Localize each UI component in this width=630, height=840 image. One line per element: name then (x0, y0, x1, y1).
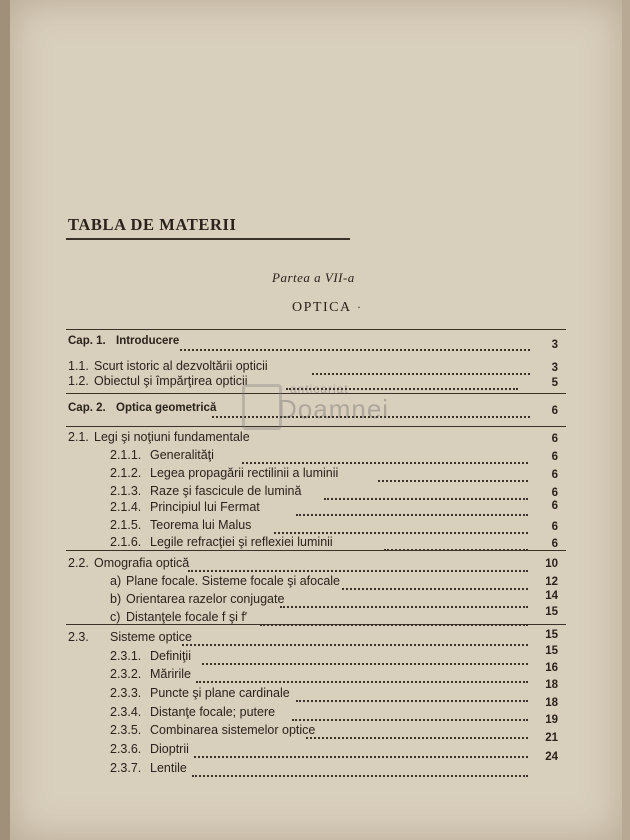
entry-label: Măririle (150, 667, 191, 681)
dot-leader (306, 723, 528, 739)
toc-entry (10, 335, 622, 353)
rule-after-chapter-2 (66, 426, 566, 427)
rule-top (66, 329, 566, 330)
entry-page: 5 (551, 377, 558, 389)
dot-leader (188, 556, 528, 572)
dot-leader (296, 686, 528, 702)
dot-leader (180, 335, 530, 351)
dot-leader (280, 592, 528, 608)
entry-number: 1.2. (68, 374, 89, 388)
dot-leader (292, 705, 528, 721)
toc-entry (10, 430, 622, 448)
title-underline (66, 238, 350, 240)
entry-page: 18 (545, 697, 558, 709)
dot-leader (182, 630, 528, 646)
entry-page: 6 (551, 469, 558, 481)
toc-entry (10, 606, 622, 628)
watermark-small-text: anticariat (290, 382, 349, 396)
dot-leader (196, 667, 528, 683)
entry-page: 6 (551, 405, 558, 417)
entry-page: 6 (551, 487, 558, 499)
entry-label: Raze şi fascicule de lumină (150, 484, 302, 498)
toc-entry (10, 662, 622, 685)
entry-label: Lentile (150, 761, 187, 775)
entry-page: 6 (551, 500, 558, 512)
toc-entry (10, 679, 622, 704)
dot-leader (212, 402, 530, 418)
toc-entry (10, 466, 622, 484)
entry-page: 6 (551, 538, 558, 550)
toc-entry (10, 697, 622, 723)
entry-number: 2.3.4. (110, 705, 142, 719)
toc-entry (10, 500, 622, 518)
dot-leader (192, 761, 528, 777)
entry-number: Cap. 2. (68, 402, 106, 414)
entry-number: 2.3. (68, 630, 89, 644)
entry-label: Omografia optică (94, 556, 190, 570)
entry-number: 2.1.6. (110, 535, 142, 549)
entry-page: 14 (545, 590, 558, 602)
entry-page: 3 (551, 362, 558, 374)
entry-number: 2.3.6. (110, 742, 142, 756)
entry-label: Generalităţi (150, 448, 214, 462)
entry-page: 6 (551, 521, 558, 533)
entry-label: Combinarea sistemelor optice (150, 723, 316, 737)
entry-label: Introducere (116, 335, 180, 347)
toc-entry (10, 574, 622, 592)
toc-entry (10, 592, 622, 610)
entry-page: 3 (551, 339, 558, 351)
toc-title: TABLA DE MATERII (68, 215, 237, 234)
entry-number: 2.3.1. (110, 649, 142, 663)
dot-leader (296, 500, 528, 516)
book-page (10, 0, 622, 840)
entry-number: 2.1.3. (110, 484, 142, 498)
entry-page: 15 (545, 645, 558, 657)
dot-leader (324, 484, 528, 500)
entry-number: 2.1.2. (110, 466, 142, 480)
entry-page: 18 (545, 679, 558, 691)
entry-label: Obiectul şi împărţirea opticii (94, 374, 248, 388)
section-mark: · (357, 300, 361, 314)
entry-page: 15 (545, 606, 558, 618)
dot-leader (194, 742, 528, 758)
entry-label: Distanţele focale f şi f′ (126, 610, 248, 624)
toc-entry (10, 714, 622, 741)
entry-label: Legile refracţiei şi reflexiei luminii (150, 535, 333, 549)
entry-number: 1.1. (68, 359, 89, 373)
dot-leader (342, 574, 528, 590)
toc-entry (10, 402, 622, 420)
entry-label: Optica geometrică (116, 402, 217, 414)
entry-number: 2.2. (68, 556, 89, 570)
section-heading: OPTICA (292, 300, 352, 315)
dot-leader (378, 466, 528, 482)
entry-label: Orientarea razelor conjugate (126, 592, 285, 606)
dot-leader (260, 610, 528, 626)
entry-number: Cap. 1. (68, 335, 106, 347)
dot-leader (274, 518, 528, 534)
entry-label: Teorema lui Malus (150, 518, 252, 532)
entry-label: Principiul lui Fermat (150, 500, 260, 514)
entry-label: Legea propagării rectilinii a luminii (150, 466, 339, 480)
entry-number: 2.1. (68, 430, 89, 444)
entry-number: b) (110, 592, 122, 606)
entry-label: Dioptrii (150, 742, 189, 756)
entry-label: Distanţe focale; putere (150, 705, 276, 719)
rule-after-chapter-1 (66, 393, 566, 394)
book-spine-shadow (0, 0, 10, 840)
entry-number: 2.1.1. (110, 448, 142, 462)
dot-leader (286, 374, 518, 390)
entry-label: Plane focale. Sisteme focale şi afocale (126, 574, 341, 588)
entry-label: Sisteme optice (110, 630, 192, 644)
toc-entry (10, 751, 622, 779)
entry-label: Scurt istoric al dezvoltării opticii (94, 359, 268, 373)
dot-leader (202, 649, 528, 665)
entry-number: 2.3.7. (110, 761, 142, 775)
entry-label: Puncte şi plane cardinale (150, 686, 290, 700)
entry-page: 6 (551, 433, 558, 445)
toc-entry (10, 374, 622, 392)
entry-label: Definiţii (150, 649, 191, 663)
entry-page: 24 (545, 751, 558, 763)
part-heading: Partea a VII-a (272, 270, 355, 285)
entry-number: 2.1.4. (110, 500, 142, 514)
entry-page: 15 (545, 629, 558, 641)
watermark-big-text: Doamnei (278, 394, 390, 424)
entry-page: 21 (545, 732, 558, 744)
entry-number: a) (110, 574, 122, 588)
dot-leader (242, 448, 528, 464)
entry-page: 16 (545, 662, 558, 674)
toc-entry (10, 518, 622, 536)
toc-entry (10, 448, 622, 466)
toc-entry (10, 556, 622, 574)
entry-number: 2.1.5. (110, 518, 142, 532)
dot-leader (384, 535, 528, 551)
toc-entry (10, 732, 622, 760)
entry-page: 6 (551, 451, 558, 463)
entry-number: 2.3.3. (110, 686, 142, 700)
toc-entry (10, 535, 622, 553)
entry-number: c) (110, 610, 121, 624)
dot-leader (312, 359, 530, 375)
entry-label: Legi şi noţiuni fundamentale (94, 430, 250, 444)
entry-page: 19 (545, 714, 558, 726)
entry-number: 2.3.2. (110, 667, 142, 681)
entry-page: 12 (545, 576, 558, 588)
entry-number: 2.3.5. (110, 723, 142, 737)
toc-entry (10, 630, 622, 648)
toc-entry (10, 645, 622, 667)
entry-page: 10 (545, 558, 558, 570)
